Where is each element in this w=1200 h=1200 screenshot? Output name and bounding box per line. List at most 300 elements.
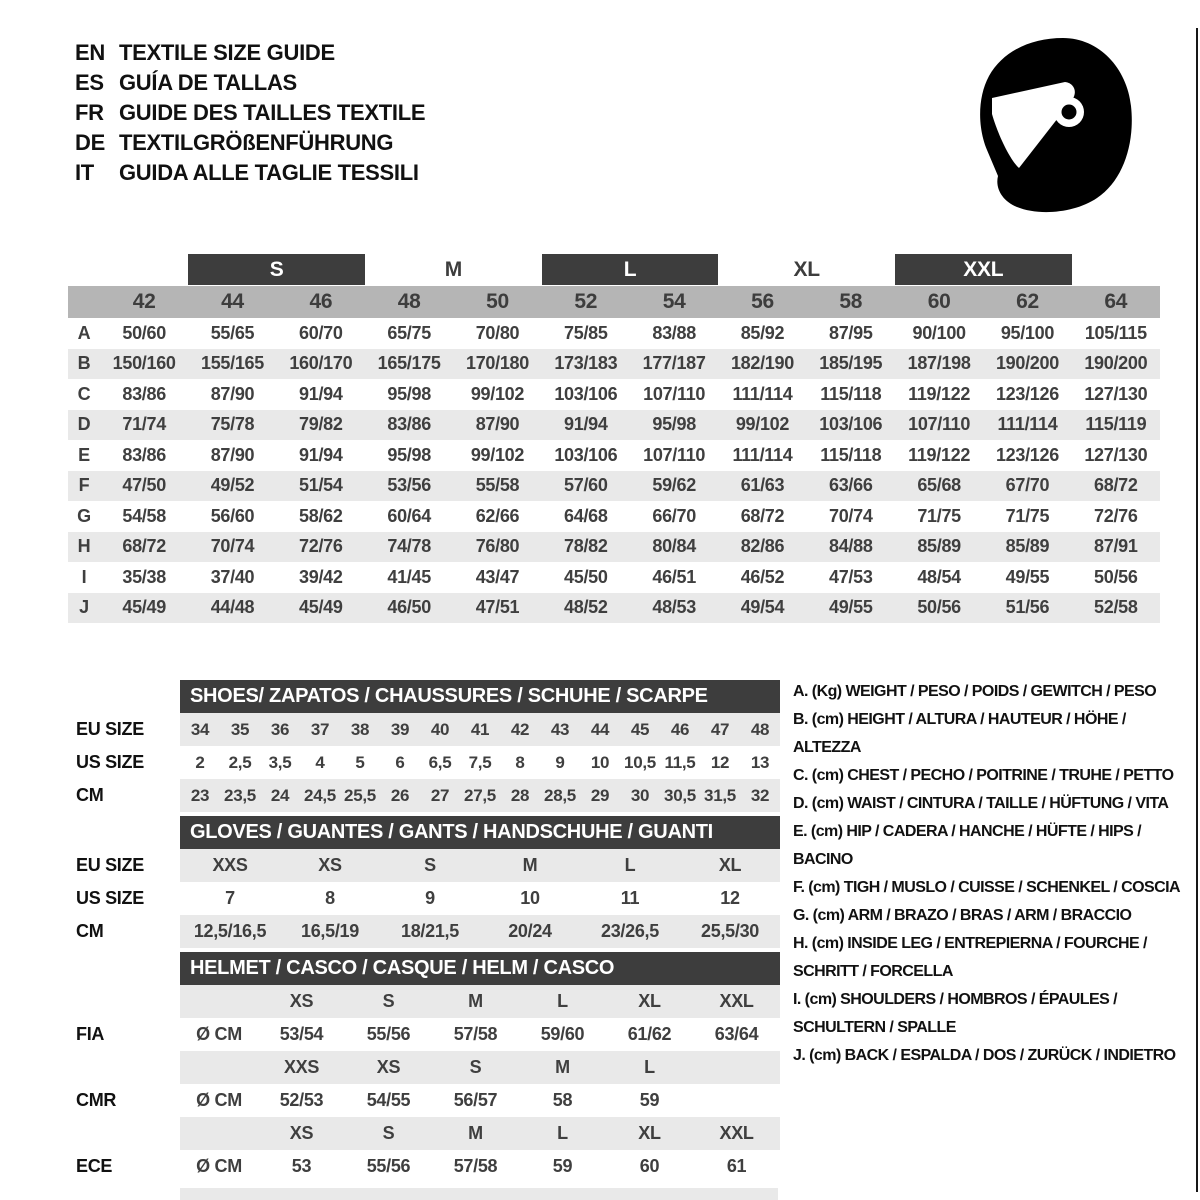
measurement-cell: 58/62 bbox=[299, 505, 343, 526]
measurement-cell: 83/86 bbox=[122, 444, 166, 465]
value-cell: 44 bbox=[580, 713, 620, 746]
numeric-size-row bbox=[68, 286, 1160, 318]
value-cell: 24,5 bbox=[300, 779, 340, 812]
measurement-cell: 71/75 bbox=[917, 505, 961, 526]
value-cell: 53/54 bbox=[279, 1024, 324, 1044]
measurement-cell: 95/98 bbox=[387, 444, 431, 465]
value-cell: 27,5 bbox=[460, 779, 500, 812]
value-cell: 43 bbox=[540, 713, 580, 746]
size-label-cell: S bbox=[432, 1051, 519, 1084]
measurement-cell: 56/60 bbox=[210, 505, 255, 526]
value-cell: 10 bbox=[590, 752, 610, 772]
measurement-row-b bbox=[68, 349, 1160, 380]
size-group-cell: XL bbox=[793, 257, 820, 281]
measurement-cell: 84/88 bbox=[807, 532, 895, 563]
language-row-it bbox=[75, 158, 425, 188]
measurement-cell: 79/82 bbox=[277, 410, 365, 441]
value-cell: 5 bbox=[355, 752, 365, 772]
row-letter: I bbox=[81, 566, 87, 587]
value-cell: 47 bbox=[700, 713, 740, 746]
measurement-cell: 95/98 bbox=[630, 410, 718, 441]
value-cell: 42 bbox=[500, 713, 540, 746]
size-label-cell: S bbox=[345, 985, 432, 1018]
measurement-cell: 87/90 bbox=[210, 383, 255, 404]
row-letter: A bbox=[77, 322, 91, 343]
value-cell: 9 bbox=[425, 888, 435, 908]
value-cell: 57/58 bbox=[453, 1024, 498, 1044]
guide-title: GUÍA DE TALLAS bbox=[119, 70, 297, 95]
bottom-gray-strip bbox=[180, 1188, 778, 1200]
value-cell: 29 bbox=[580, 779, 620, 812]
value-cell: 58 bbox=[552, 1090, 573, 1110]
value-cell: 28 bbox=[500, 779, 540, 812]
value-cell: 60 bbox=[639, 1156, 660, 1176]
measurement-cell: 49/55 bbox=[807, 593, 895, 624]
measurement-cell: 155/165 bbox=[188, 349, 276, 380]
measurement-cell: 45/50 bbox=[564, 566, 608, 587]
shoes-size-table bbox=[68, 680, 780, 812]
size-group-cell: M bbox=[444, 257, 462, 281]
measurement-cell: 190/200 bbox=[1072, 349, 1160, 380]
measurement-cell: 127/130 bbox=[1084, 444, 1148, 465]
measurement-row-a bbox=[68, 318, 1160, 349]
size-label-cell: M bbox=[519, 1051, 606, 1084]
measurement-cell: 185/195 bbox=[807, 349, 895, 380]
measurement-cell: 46/52 bbox=[740, 566, 785, 587]
measurement-cell: 99/102 bbox=[470, 444, 525, 465]
measurement-cell: 41/45 bbox=[387, 566, 431, 587]
size-group-cell bbox=[68, 253, 188, 286]
measurement-cell: 119/122 bbox=[908, 444, 971, 465]
measurement-cell: 150/160 bbox=[100, 349, 188, 380]
value-cell: 55/56 bbox=[366, 1156, 411, 1176]
size-label-cell: M bbox=[432, 985, 519, 1018]
numeric-size-cell: 44 bbox=[188, 286, 276, 318]
measurement-row-h bbox=[68, 532, 1160, 563]
measurement-cell: 67/70 bbox=[983, 471, 1071, 502]
band-unit-spacer bbox=[180, 1117, 258, 1150]
row-label: US SIZE bbox=[76, 888, 144, 908]
measurement-cell: 37/40 bbox=[210, 566, 255, 587]
shoes-title-row bbox=[68, 680, 780, 713]
measurement-cell: 48/53 bbox=[630, 593, 718, 624]
measurement-cell: 35/38 bbox=[122, 566, 166, 587]
value-cell: 25,5 bbox=[340, 779, 380, 812]
measurement-cell: 123/126 bbox=[995, 444, 1059, 465]
value-cell: 59 bbox=[552, 1156, 573, 1176]
value-cell: 16,5/19 bbox=[280, 915, 380, 948]
measurement-cell: 71/74 bbox=[100, 410, 188, 441]
unit-label: Ø CM bbox=[196, 1090, 242, 1110]
helmet-title-row bbox=[68, 952, 780, 985]
measurement-cell: 87/95 bbox=[829, 322, 873, 343]
measurement-cell: 177/187 bbox=[630, 349, 718, 380]
numeric-size-cell: 42 bbox=[100, 286, 188, 318]
right-edge-rule bbox=[1196, 28, 1198, 1192]
measurement-cell: 182/190 bbox=[718, 349, 806, 380]
value-cell: 8 bbox=[515, 752, 525, 772]
measurement-cell: 44/48 bbox=[188, 593, 276, 624]
size-label-cell: XXL bbox=[693, 985, 780, 1018]
value-cell: 53 bbox=[291, 1156, 312, 1176]
measurement-cell: 87/90 bbox=[210, 444, 255, 465]
value-cell: 6 bbox=[395, 752, 405, 772]
legend-item-i: I. (cm) SHOULDERS / HOMBROS / ÉPAULES / SCHULTERN / SPALLE bbox=[793, 991, 1118, 1036]
measurement-cell: 95/100 bbox=[1000, 322, 1055, 343]
standard-label: ECE bbox=[76, 1156, 113, 1176]
helmet-title: HELMET / CASCO / CASQUE / HELM / CASCO bbox=[180, 952, 780, 985]
value-cell: 12,5/16,5 bbox=[180, 915, 280, 948]
unit-label: Ø CM bbox=[196, 1024, 242, 1044]
value-cell: 23,5 bbox=[220, 779, 260, 812]
value-cell: 27 bbox=[420, 779, 460, 812]
measurement-cell: 60/64 bbox=[387, 505, 431, 526]
size-group-highlight: S bbox=[188, 254, 365, 285]
measurement-cell: 49/54 bbox=[718, 593, 806, 624]
value-cell: S bbox=[380, 849, 480, 882]
numeric-size-cell: 48 bbox=[365, 286, 453, 318]
measurement-cell: 75/78 bbox=[188, 410, 276, 441]
value-cell: 55/56 bbox=[366, 1024, 411, 1044]
textile-size-table bbox=[68, 253, 1160, 623]
value-cell: 39 bbox=[380, 713, 420, 746]
helmet-standard-row-fia bbox=[68, 1018, 780, 1051]
measurement-cell: 63/66 bbox=[807, 471, 895, 502]
value-cell: 11,5 bbox=[664, 752, 696, 772]
measurement-cell: 62/66 bbox=[475, 505, 520, 526]
measurement-cell: 87/90 bbox=[453, 410, 541, 441]
size-group-cell bbox=[188, 253, 365, 286]
legend-item-a: A. (Kg) WEIGHT / PESO / POIDS / GEWITCH / PESO bbox=[793, 683, 1157, 700]
measurement-cell: 68/72 bbox=[1072, 471, 1160, 502]
value-cell: 52/53 bbox=[279, 1090, 324, 1110]
row-letter: F bbox=[68, 471, 100, 502]
value-cell: 45 bbox=[620, 713, 660, 746]
size-label-cell: XL bbox=[606, 1117, 693, 1150]
gloves-row-cm bbox=[68, 915, 780, 948]
measurement-cell: 111/114 bbox=[732, 444, 793, 465]
legend-item-c: C. (cm) CHEST / PECHO / POITRINE / TRUHE / PETTO bbox=[793, 767, 1174, 784]
numeric-size-cell: 60 bbox=[895, 286, 983, 318]
measurement-cell: 85/92 bbox=[740, 322, 785, 343]
value-cell: 40 bbox=[420, 713, 460, 746]
band-spacer bbox=[68, 1051, 180, 1084]
value-cell: 8 bbox=[325, 888, 335, 908]
measurement-cell: 95/98 bbox=[387, 383, 431, 404]
measurement-cell: 47/51 bbox=[453, 593, 541, 624]
helmet-size-row-fia bbox=[68, 985, 780, 1018]
size-label-cell: XXL bbox=[693, 1117, 780, 1150]
size-label-cell: S bbox=[345, 1117, 432, 1150]
measurement-cell: 71/75 bbox=[1005, 505, 1050, 526]
measurement-row-e bbox=[68, 440, 1160, 471]
value-cell: 46 bbox=[660, 713, 700, 746]
size-label-cell: L bbox=[519, 1117, 606, 1150]
value-cell: 30 bbox=[620, 779, 660, 812]
measurement-cell: 54/58 bbox=[122, 505, 166, 526]
measurement-cell: 99/102 bbox=[718, 410, 806, 441]
measurement-cell: 87/91 bbox=[1072, 532, 1160, 563]
value-cell: 9 bbox=[555, 752, 565, 772]
value-cell: 26 bbox=[380, 779, 420, 812]
language-code: IT bbox=[75, 160, 94, 185]
shoes-row-eu-size bbox=[68, 713, 780, 746]
value-cell: 10 bbox=[520, 888, 540, 908]
row-label: US SIZE bbox=[76, 752, 144, 772]
title-spacer bbox=[68, 680, 180, 713]
value-cell: 7,5 bbox=[468, 752, 492, 772]
row-label: CM bbox=[76, 785, 104, 805]
measurement-cell: 65/75 bbox=[387, 322, 431, 343]
measurement-cell: 119/122 bbox=[908, 383, 971, 404]
value-cell: 24 bbox=[260, 779, 300, 812]
value-cell: 63/64 bbox=[714, 1024, 759, 1044]
value-cell: 23/26,5 bbox=[580, 915, 680, 948]
row-label: EU SIZE bbox=[76, 855, 144, 875]
measurement-cell: 76/80 bbox=[453, 532, 541, 563]
measurement-cell: 103/106 bbox=[554, 383, 618, 404]
measurement-cell: 47/50 bbox=[100, 471, 188, 502]
language-row-en bbox=[75, 38, 425, 68]
language-row-de bbox=[75, 128, 425, 158]
value-cell: 3,5 bbox=[268, 752, 292, 772]
measurement-cell: 165/175 bbox=[365, 349, 453, 380]
value-cell: 57/58 bbox=[453, 1156, 498, 1176]
measurement-cell: 74/78 bbox=[365, 532, 453, 563]
unit-label: Ø CM bbox=[196, 1156, 242, 1176]
language-code: EN bbox=[75, 40, 105, 65]
guide-title: TEXTILGRÖßENFÜHRUNG bbox=[119, 130, 394, 155]
measurement-cell: 78/82 bbox=[542, 532, 630, 563]
band-spacer bbox=[68, 985, 180, 1018]
helmet-size-row-cmr bbox=[68, 1051, 780, 1084]
value-cell: 28,5 bbox=[540, 779, 580, 812]
gloves-title: GLOVES / GUANTES / GANTS / HANDSCHUHE / GUANTI bbox=[180, 816, 780, 849]
language-code: FR bbox=[75, 100, 104, 125]
measurement-cell: 45/49 bbox=[277, 593, 365, 624]
measurement-cell: 51/56 bbox=[983, 593, 1071, 624]
numeric-size-spacer bbox=[68, 286, 100, 318]
value-cell: 59 bbox=[639, 1090, 660, 1110]
shoes-row-us-size bbox=[68, 746, 780, 779]
guide-title: TEXTILE SIZE GUIDE bbox=[119, 40, 335, 65]
measurement-cell: 61/63 bbox=[718, 471, 806, 502]
measurement-cell: 85/89 bbox=[895, 532, 983, 563]
measurement-cell: 70/74 bbox=[188, 532, 276, 563]
numeric-size-cell: 54 bbox=[630, 286, 718, 318]
guide-title: GUIDA ALLE TAGLIE TESSILI bbox=[119, 160, 419, 185]
measurement-row-g bbox=[68, 501, 1160, 532]
value-cell: 36 bbox=[260, 713, 300, 746]
measurement-cell: 49/52 bbox=[188, 471, 276, 502]
measurement-cell: 72/76 bbox=[1094, 505, 1138, 526]
value-cell: XL bbox=[680, 849, 780, 882]
legend-item-e: E. (cm) HIP / CADERA / HANCHE / HÜFTE / HIPS / BACINO bbox=[793, 823, 1142, 868]
gloves-size-table bbox=[68, 816, 780, 948]
value-cell: 25,5/30 bbox=[680, 915, 780, 948]
row-letter: E bbox=[78, 444, 90, 465]
measurement-cell: 91/94 bbox=[299, 383, 343, 404]
measurement-cell: 82/86 bbox=[718, 532, 806, 563]
measurement-cell: 46/51 bbox=[652, 566, 696, 587]
size-group-cell bbox=[1072, 253, 1160, 286]
value-cell: XS bbox=[280, 849, 380, 882]
measurement-cell: 170/180 bbox=[453, 349, 541, 380]
measurement-cell: 83/86 bbox=[365, 410, 453, 441]
shoes-row-cm bbox=[68, 779, 780, 812]
value-cell: 2,5 bbox=[228, 752, 252, 772]
band-unit-spacer bbox=[180, 1051, 258, 1084]
numeric-size-cell: 46 bbox=[277, 286, 365, 318]
measurement-cell: 91/94 bbox=[299, 444, 343, 465]
shoes-title: SHOES/ ZAPATOS / CHAUSSURES / SCHUHE / SCARPE bbox=[180, 680, 780, 713]
value-cell: 37 bbox=[300, 713, 340, 746]
row-letter: G bbox=[77, 505, 91, 526]
measurement-cell: 45/49 bbox=[100, 593, 188, 624]
value-cell: 23 bbox=[180, 779, 220, 812]
standard-label: FIA bbox=[76, 1024, 105, 1044]
helmet-standard-row-ece bbox=[68, 1150, 780, 1183]
gloves-row-us-size bbox=[68, 882, 780, 915]
measurement-cell: 55/58 bbox=[453, 471, 541, 502]
title-spacer bbox=[68, 816, 180, 849]
measurement-row-j bbox=[68, 593, 1160, 624]
row-letter: D bbox=[68, 410, 100, 441]
numeric-size-cell: 58 bbox=[807, 286, 895, 318]
measurement-row-f bbox=[68, 471, 1160, 502]
gloves-row-eu-size bbox=[68, 849, 780, 882]
measurement-cell: 107/110 bbox=[643, 444, 706, 465]
measurement-cell: 72/76 bbox=[277, 532, 365, 563]
measurement-cell: 68/72 bbox=[100, 532, 188, 563]
value-cell: 34 bbox=[180, 713, 220, 746]
helmet-standard-row-cmr bbox=[68, 1084, 780, 1117]
size-label-cell: XL bbox=[606, 985, 693, 1018]
measurement-cell: 127/130 bbox=[1084, 383, 1148, 404]
numeric-size-cell: 64 bbox=[1072, 286, 1160, 318]
size-label-cell: M bbox=[432, 1117, 519, 1150]
measurement-cell: 115/119 bbox=[1072, 410, 1160, 441]
value-cell: 54/55 bbox=[366, 1090, 411, 1110]
value-cell: 61 bbox=[726, 1156, 747, 1176]
value-cell: M bbox=[480, 849, 580, 882]
measurement-cell: 187/198 bbox=[895, 349, 983, 380]
measurement-cell: 111/114 bbox=[983, 410, 1071, 441]
value-cell: 2 bbox=[195, 752, 205, 772]
measurement-cell: 83/86 bbox=[122, 383, 166, 404]
measurement-cell: 66/70 bbox=[652, 505, 696, 526]
measurement-cell: 123/126 bbox=[995, 383, 1059, 404]
value-cell: 30,5 bbox=[660, 779, 700, 812]
title-spacer bbox=[68, 952, 180, 985]
value-cell: 35 bbox=[220, 713, 260, 746]
measurement-cell: 60/70 bbox=[299, 322, 343, 343]
value-cell: 12 bbox=[710, 752, 730, 772]
size-group-highlight: L bbox=[542, 254, 719, 285]
measurement-legend bbox=[793, 678, 1192, 1070]
value-cell: XXS bbox=[180, 849, 280, 882]
measurement-cell: 85/89 bbox=[983, 532, 1071, 563]
standard-label: CMR bbox=[76, 1090, 117, 1110]
legend-item-g: G. (cm) ARM / BRAZO / BRAS / ARM / BRACCIO bbox=[793, 907, 1132, 924]
value-cell: 41 bbox=[460, 713, 500, 746]
measurement-cell: 103/106 bbox=[807, 410, 895, 441]
measurement-cell: 103/106 bbox=[554, 444, 618, 465]
measurement-cell: 64/68 bbox=[564, 505, 608, 526]
value-cell: 59/60 bbox=[540, 1024, 585, 1044]
row-letter: J bbox=[68, 593, 100, 624]
legend-item-j: J. (cm) BACK / ESPALDA / DOS / ZURÜCK / INDIETRO bbox=[793, 1047, 1176, 1064]
helmet-size-table bbox=[68, 952, 780, 1183]
measurement-cell: 115/118 bbox=[820, 383, 882, 404]
measurement-cell: 70/74 bbox=[829, 505, 873, 526]
measurement-cell: 70/80 bbox=[475, 322, 520, 343]
numeric-size-cell: 52 bbox=[542, 286, 630, 318]
size-label-cell: L bbox=[606, 1051, 693, 1084]
size-label-cell: XS bbox=[345, 1051, 432, 1084]
measurement-row-c bbox=[68, 379, 1160, 410]
racing-helmet-icon bbox=[975, 30, 1137, 216]
measurement-cell: 65/68 bbox=[895, 471, 983, 502]
value-cell: 13 bbox=[750, 752, 770, 772]
measurement-cell: 46/50 bbox=[365, 593, 453, 624]
measurement-cell: 107/110 bbox=[643, 383, 706, 404]
measurement-cell: 43/47 bbox=[475, 566, 520, 587]
language-row-es bbox=[75, 68, 425, 98]
value-cell: 48 bbox=[740, 713, 780, 746]
measurement-cell: 115/118 bbox=[820, 444, 882, 465]
band-spacer bbox=[68, 1117, 180, 1150]
value-cell: L bbox=[580, 849, 680, 882]
legend-item-b: B. (cm) HEIGHT / ALTURA / HAUTEUR / HÖHE / ALTEZZA bbox=[793, 711, 1126, 756]
measurement-cell: 83/88 bbox=[652, 322, 696, 343]
value-cell: 7 bbox=[225, 888, 235, 908]
value-cell: 18/21,5 bbox=[380, 915, 480, 948]
value-cell: 32 bbox=[740, 779, 780, 812]
legend-item-h: H. (cm) INSIDE LEG / ENTREPIERNA / FOURCHE / SCHRITT / FORCELLA bbox=[793, 935, 1147, 980]
size-label-cell: XXS bbox=[258, 1051, 345, 1084]
measurement-cell: 49/55 bbox=[1005, 566, 1050, 587]
measurement-cell: 39/42 bbox=[299, 566, 343, 587]
value-cell: 6,5 bbox=[428, 752, 452, 772]
numeric-size-cell: 50 bbox=[453, 286, 541, 318]
size-group-header-row bbox=[68, 253, 1160, 286]
size-label-cell: L bbox=[519, 985, 606, 1018]
value-cell: 4 bbox=[315, 752, 325, 772]
size-group-cell bbox=[542, 253, 719, 286]
value-cell: 31,5 bbox=[700, 779, 740, 812]
size-group-cell bbox=[895, 253, 1072, 286]
measurement-cell: 107/110 bbox=[895, 410, 983, 441]
row-letter: H bbox=[68, 532, 100, 563]
numeric-size-cell: 56 bbox=[718, 286, 806, 318]
helmet-size-row-ece bbox=[68, 1117, 780, 1150]
size-label-cell bbox=[693, 1051, 780, 1084]
value-cell bbox=[693, 1084, 780, 1117]
measurement-cell: 99/102 bbox=[470, 383, 525, 404]
language-title-list bbox=[75, 38, 425, 188]
measurement-cell: 80/84 bbox=[630, 532, 718, 563]
band-unit-spacer bbox=[180, 985, 258, 1018]
size-label-cell: XS bbox=[258, 1117, 345, 1150]
measurement-cell: 50/60 bbox=[122, 322, 166, 343]
measurement-cell: 48/54 bbox=[917, 566, 961, 587]
value-cell: 10,5 bbox=[624, 752, 656, 772]
measurement-row-d bbox=[68, 410, 1160, 441]
value-cell: 20/24 bbox=[480, 915, 580, 948]
measurement-cell: 68/72 bbox=[740, 505, 785, 526]
measurement-cell: 55/65 bbox=[210, 322, 255, 343]
